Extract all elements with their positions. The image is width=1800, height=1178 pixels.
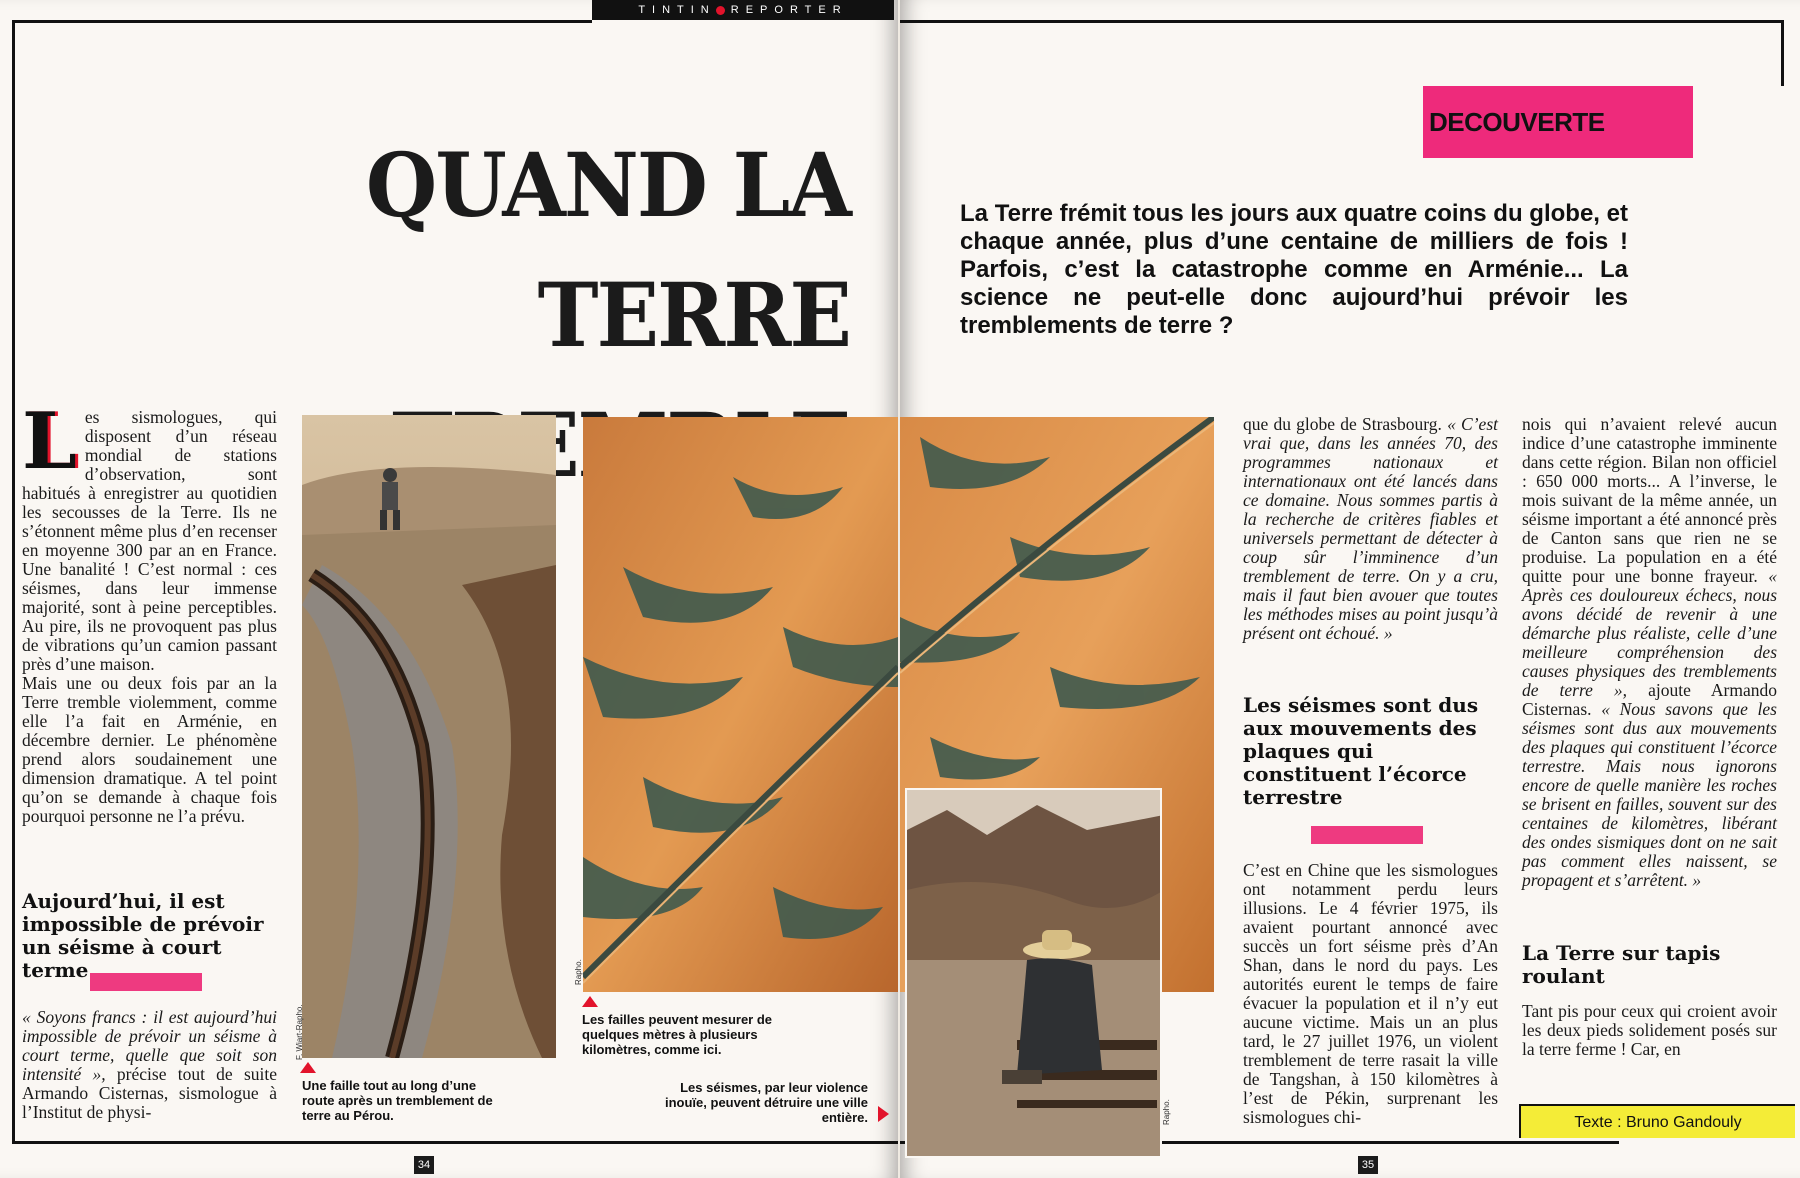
page-number-right: 35 — [1358, 1156, 1378, 1174]
quote-strasbourg: « C’est vrai que, dans les années 70, des programmes nationaux et internationaux ont été lancés dans ce domaine. Nous sommes partis à la recherche de critères fiables et universels permettant de détecter à coup sûr l’imminence d’un tremblement de terre. On y a cru, mais il faut bien avouer que toutes les méthodes mises au point jusqu’à présent ont échoué. » — [1243, 414, 1498, 643]
intro-paragraph: La Terre frémit tous les jours aux quatre coins du globe, et chaque année, plus d’une centaine de milliers de fois ! Parfois, c’est la catastrophe comme en Arménie... La science ne peut-elle donc aujourd’hui prévoir les tremblements de terre ? — [960, 200, 1628, 339]
cracked-road-image — [302, 415, 556, 1058]
header-dot-icon — [716, 6, 725, 15]
quote-attribution: précise tout de suite Armando Cisternas, sismologue à l’Institut de physi- — [22, 1064, 277, 1122]
frame-top-right — [900, 20, 1784, 23]
frame-bottom-left — [12, 1141, 898, 1144]
column-3-para-2: Tant pis pour ceux qui croient avoir les deux pieds solidement posés sur la terre ferme ! Car, en — [1522, 1001, 1777, 1059]
magazine-name-right: REPORTER — [730, 4, 848, 16]
photo-credit-ruins: Rapho. — [1162, 1099, 1171, 1125]
quote-attribution-2: ajoute Armando Cisternas. — [1522, 680, 1777, 719]
drop-cap: L — [22, 396, 77, 487]
subheading-3: La Terre sur tapis roulant — [1522, 941, 1721, 988]
article-column-1-continued — [22, 1008, 277, 1122]
subheading-1: Aujourd’hui, il est impossible de prévoir un séisme à court terme — [22, 889, 264, 982]
pink-divider-1 — [90, 973, 202, 991]
body-paragraph-1: es sismologues, qui disposent d’un réseau mondial de stations d’observation, sont habitués à enregistrer au quotidien les secousses de la Terre. Ils ne s’étonnent même plus d’en recenser en moyenne 300 par an en France. Une banalité ! C’est normal : ces séismes, dans leur immense majorité, sont à peine perceptibles. Au pire, ils ne provoquent pas plus de vibrations qu’un camion passant près d’une maison. — [22, 407, 277, 674]
caption-arrow-up-icon — [300, 1062, 316, 1073]
quote-soyons-francs: « Soyons francs : il est aujourd’hui impossible de prévoir un séisme à court terme, quelle que soit son intensité », — [22, 1007, 277, 1084]
article-column-1 — [22, 396, 277, 826]
pink-divider-2 — [1311, 826, 1423, 844]
photo-ruins — [905, 788, 1162, 1158]
right-page — [900, 0, 1800, 1178]
caption-arrow-up-icon-2 — [582, 996, 598, 1007]
caption-arrow-right-icon — [878, 1106, 889, 1122]
caption-ruins: Les séismes, par leur violence inouïe, peuvent détruire une ville entière. — [665, 1080, 868, 1125]
frame-top-left — [12, 20, 592, 23]
magazine-header — [592, 0, 894, 20]
photo-aerial-fault-left — [583, 417, 898, 992]
quote-echecs: « Après ces douloureux échecs, nous avons décidé de revenir à une démarche plus réaliste, celle d’une meilleure compréhension des causes physiques des tremblements de terre », — [1522, 566, 1777, 700]
photo-cracked-road — [302, 415, 556, 1058]
author-credit: Texte : Bruno Gandouly — [1519, 1104, 1795, 1138]
photo-credit-road: F. Wiart-Rapho. — [295, 1004, 304, 1060]
page-number-left: 34 — [414, 1156, 434, 1174]
column-3-para-1: nois qui n’avaient relevé aucun indice d’une catastrophe imminente dans cette région. Bilan non officiel : 650 000 morts... A l’inverse, le mois suivant de la même année, un séisme important a été annoncé près de Canton sans que rien ne se produise. La population en a été quitte pour une bonne frayeur. — [1522, 414, 1777, 586]
magazine-name-left: TINTIN — [638, 4, 716, 16]
article-column-2 — [1243, 415, 1498, 643]
section-badge: DECOUVERTE — [1423, 86, 1693, 158]
caption-aerial: Les failles peuvent mesurer de quelques mètres à plusieurs kilomètres, comme ici. — [582, 1012, 773, 1057]
ruins-image — [907, 790, 1162, 1158]
left-page — [0, 0, 898, 1178]
aerial-fault-image-left — [583, 417, 898, 992]
title-line-1: QUAND LA TERRE — [365, 133, 850, 367]
column-2-lead: que du globe de Strasbourg. — [1243, 414, 1442, 434]
article-column-3 — [1522, 415, 1777, 890]
quote-plaques: « Nous savons que les séismes sont dus aux mouvements des plaques qui constituent l’écorce terrestre. Mais nous ignorons encore de quelle manière les roches se brisent en failles, souvent sur des centaines de kilomètres, libérant des ondes sismiques dont on ne sait pas comment elles naissent, se propagent et s’arrêtent. » — [1522, 699, 1777, 890]
frame-right — [1781, 20, 1784, 86]
caption-road: Une faille tout au long d’une route après un tremblement de terre au Pérou. — [302, 1078, 493, 1123]
article-column-2-continued: C’est en Chine que les sismologues ont notamment perdu leurs illusions. Le 4 février 1975, ils avaient pourtant annoncé avec succès un fort séisme près d’An Shan, dans le nord du pays. Les autorités eurent le temps de faire évacuer la population et il n’y eut aucune victime. Mais un an plus tard, le 27 juillet 1976, un violent tremblement de terre rasait la ville de Tangshan, à 150 kilomètres à l’est de Pékin, surprenant les sismologues chi- — [1243, 860, 1498, 1127]
body-paragraph-2: Mais une ou deux fois par an la Terre tremble violemment, comme elle l’a fait en Arménie, en décembre dernier. Le phénomène prend alors soudainement une dimension dramatique. A tel point qu’on se demande à chaque fois pourquoi personne ne l’a prévu. — [22, 673, 277, 826]
frame-left — [12, 20, 15, 1144]
photo-credit-aerial: Rapho. — [574, 959, 583, 985]
subheading-2: Les séismes sont dus aux mouvements des plaques qui constituent l’écorce terrestre — [1243, 693, 1479, 809]
